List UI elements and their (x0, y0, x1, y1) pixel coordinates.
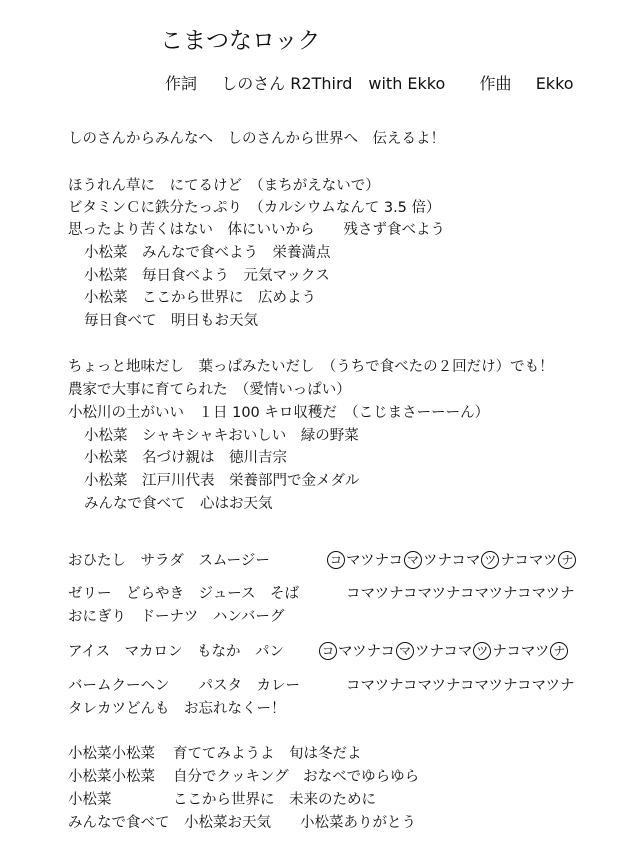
bridge-line: バームクーヘン パスタ カレー (68, 678, 300, 694)
chant-line: コマツナコマツナコマツナコマツナ (346, 678, 575, 694)
circled-char: コ (319, 642, 337, 660)
verse2-line: ちょっと地味だし 葉っぱみたいだし （うちで食べたの２回だけ）でも！ (68, 359, 554, 375)
intro-line: しのさんからみんなへ しのさんから世界へ 伝えるよ！ (68, 131, 445, 147)
circled-char: ナ (558, 551, 576, 569)
chant-text: ナコマツ (500, 553, 558, 569)
music-label: 作曲 (479, 74, 512, 93)
circled-char: マ (404, 551, 422, 569)
bridge-foods: おひたし サラダ スムージー (68, 553, 270, 569)
circled-chant (318, 642, 569, 662)
verse1-line: ほうれん草に にてるけど （まちがえないで） (68, 178, 380, 194)
outro-line: ここから世界に 未来のために (173, 792, 376, 808)
chorus2-line: 小松菜 名づけ親は 徳川吉宗 (84, 450, 287, 466)
verse1-line: 思ったより苦くはない 体にいいから 残さず食べよう (68, 222, 445, 238)
chorus1-line: 毎日食べて 明日もお天気 (84, 313, 258, 329)
circled-char: コ (327, 551, 345, 569)
chant-text: ナコマツ (492, 644, 550, 660)
verse2-line: 農家で大事に育てられた （愛情いっぱい） (68, 382, 351, 398)
chorus2-line: みんなで食べて 心はお天気 (84, 496, 273, 512)
outro-line: 小松菜 (68, 792, 112, 808)
outro-line: 自分でクッキング おなべでゆらゆら (173, 769, 420, 785)
credits (165, 71, 574, 94)
chant-text: ツナコマ (423, 553, 481, 569)
chorus2-line: 小松菜 江戸川代表 栄養部門で金メダル (84, 473, 360, 489)
circled-char: ツ (473, 642, 491, 660)
bridge-line: アイス マカロン もなか パン (68, 644, 285, 660)
chorus1-line: 小松菜 みんなで食べよう 栄養満点 (84, 245, 331, 261)
verse1-line: ビタミンＣに鉄分たっぷり （カルシウムなんて 3.5 倍） (68, 200, 441, 216)
circled-chant (326, 551, 577, 571)
chorus2-line: 小松菜 シャキシャキおいしい 緑の野菜 (84, 428, 359, 444)
verse2-line: 小松川の土がいい １日 100 キロ収穫だ （こじまさーーーん） (68, 405, 490, 421)
chant-text: マツナコ (338, 644, 395, 660)
lyrics-label: 作詞 (165, 74, 198, 93)
chorus1-line: 小松菜 ここから世界に 広めよう (84, 290, 316, 306)
outro-line: 小松菜小松菜 (68, 769, 155, 785)
bridge-line: おにぎり ドーナツ ハンバーグ (68, 609, 285, 625)
outro-line: みんなで食べて 小松菜お天気 小松菜ありがとう (68, 815, 416, 831)
composer: Ekko (535, 74, 574, 93)
circled-char: ツ (481, 551, 499, 569)
song-title: こまつなロック (160, 28, 321, 54)
chant-text: マツナコ (346, 553, 403, 569)
bridge-line: タレカツどんも お忘れなくー！ (68, 701, 286, 717)
chant-text: ツナコマ (415, 644, 473, 660)
chant-line: コマツナコマツナコマツナコマツナ (346, 586, 575, 602)
outro-line: 育ててみようよ 旬は冬だよ (173, 746, 362, 762)
outro-line: 小松菜小松菜 (68, 746, 155, 762)
circled-char: マ (396, 642, 414, 660)
circled-char: ナ (550, 642, 568, 660)
chorus1-line: 小松菜 毎日食べよう 元気マックス (84, 268, 330, 284)
bridge-line (68, 551, 270, 571)
bridge-line: ゼリー どらやき ジュース そば (68, 586, 299, 602)
lyricist: しのさん R2Third with Ekko (221, 74, 446, 93)
